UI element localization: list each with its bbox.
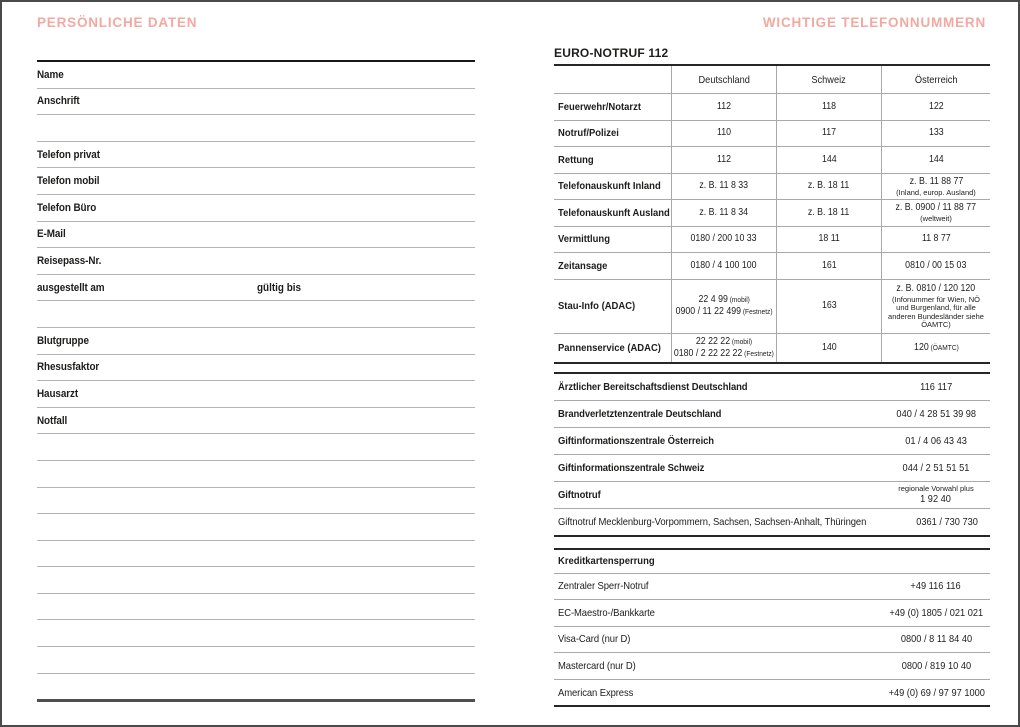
cell-deutschland	[672, 227, 777, 253]
phone-number: 118	[821, 100, 837, 112]
list-item-label: Zentraler Sperr-Notruf	[558, 580, 649, 593]
list-item-value: 01 / 4 06 43 43	[905, 434, 967, 447]
list-item-label: Visa-Card (nur D)	[558, 633, 631, 646]
form-row	[37, 142, 475, 169]
phone-number: 0180 / 4 100 100	[690, 259, 758, 271]
list-item	[554, 509, 990, 535]
table-row	[554, 174, 990, 201]
phone-number: 112	[716, 100, 732, 112]
cell-deutschland	[672, 200, 777, 226]
form-row-label: Telefon Büro	[37, 201, 97, 214]
form-row-blank	[37, 461, 475, 488]
cell-schweiz	[777, 121, 882, 147]
personal-data-form	[37, 60, 475, 702]
phone-number-note: (Inland, europ. Ausland)	[896, 187, 976, 197]
list-item	[554, 482, 990, 509]
euro-notruf-title: EURO-NOTRUF 112	[554, 46, 669, 60]
euro-notruf-table	[554, 64, 990, 364]
list-item-value: 044 / 2 51 51 51	[902, 461, 970, 474]
form-row	[37, 408, 475, 435]
creditcard-section-title: Kreditkartensperrung	[554, 550, 990, 574]
phone-number-note: (weltweit)	[920, 214, 952, 223]
table-column-header: Österreich	[914, 73, 958, 86]
table-column-header: Schweiz	[777, 66, 882, 93]
table-row-label: Stau-Info (ADAC)	[554, 280, 672, 333]
list-item	[554, 374, 990, 401]
list-item	[554, 680, 990, 706]
phone-number: 161	[821, 259, 837, 271]
form-row-blank	[37, 620, 475, 647]
list-item	[554, 600, 990, 627]
table-row-label: Zeitansage	[554, 253, 672, 279]
form-row-blank	[37, 115, 475, 142]
list-item-label: Giftnotruf	[558, 488, 601, 501]
list-item	[554, 574, 990, 601]
form-row	[37, 89, 475, 116]
cell-schweiz	[777, 227, 882, 253]
form-row	[37, 62, 475, 89]
form-row	[37, 381, 475, 408]
table-row-label: Pannenservice (ADAC)	[554, 334, 672, 362]
phone-number: 144	[821, 153, 837, 165]
form-row-label: Rhesusfaktor	[37, 361, 100, 374]
list-item	[554, 455, 990, 482]
table-row	[554, 280, 990, 334]
phone-number: 22 22 22 (mobil)	[695, 335, 753, 347]
phone-number: z. B. 0900 / 11 88 77	[895, 202, 977, 213]
cell-deutschland	[672, 94, 777, 120]
table-row	[554, 94, 990, 121]
form-row	[37, 275, 475, 302]
page-title-phone-numbers: WICHTIGE TELEFONNUMMERN	[762, 15, 986, 30]
form-row-label: Notfall	[37, 414, 68, 427]
phone-numbers-column	[554, 46, 990, 707]
list-item-value: 0361 / 730 730	[916, 515, 979, 528]
form-row-blank	[37, 488, 475, 515]
creditcard-blocking-list	[554, 548, 990, 708]
phone-number: 11 8 77	[921, 233, 951, 245]
table-header-row	[554, 66, 990, 94]
phone-number: 140	[821, 341, 837, 353]
cell-oesterreich	[882, 174, 990, 200]
form-row-label: ausgestellt am	[37, 281, 105, 294]
phone-number: 110	[716, 127, 732, 139]
list-item	[554, 653, 990, 680]
cell-oesterreich	[882, 200, 990, 226]
form-row-blank	[37, 647, 475, 674]
page-title-personal-data: PERSÖNLICHE DATEN	[37, 15, 198, 30]
table-row-label: Rettung	[554, 147, 672, 173]
form-row-label: Telefon mobil	[37, 175, 100, 188]
table-row	[554, 253, 990, 280]
table-row	[554, 334, 990, 362]
form-row-label: Blutgruppe	[37, 334, 89, 347]
table-header-corner	[554, 66, 672, 93]
phone-number: z. B. 11 8 34	[699, 206, 749, 218]
form-row-blank	[37, 674, 475, 700]
list-item	[554, 428, 990, 455]
phone-number: 120 (ÖAMTC)	[913, 341, 959, 353]
form-row	[37, 195, 475, 222]
phone-number: 22 4 99 (mobil)	[698, 294, 750, 305]
table-row	[554, 147, 990, 174]
phone-number-note: (Infonummer für Wien, NÖ und Burgenland, für alle anderen Bundesländer siehe ÖAMTC)	[888, 294, 984, 329]
form-row	[37, 248, 475, 275]
list-item-value: +49 116 116	[910, 580, 962, 593]
form-row-label: Anschrift	[37, 95, 80, 108]
phone-number: z. B. 0810 / 120 120	[896, 282, 976, 294]
form-row-blank	[37, 541, 475, 568]
phone-number: 112	[716, 153, 732, 165]
table-row-label: Feuerwehr/Notarzt	[554, 94, 672, 120]
cell-deutschland	[672, 174, 777, 200]
table-row	[554, 227, 990, 254]
table-row	[554, 121, 990, 148]
form-row	[37, 222, 475, 249]
cell-deutschland	[672, 334, 777, 362]
phone-number: 163	[821, 300, 837, 311]
list-item-value: 0800 / 8 11 84 40	[900, 633, 972, 646]
form-row-blank	[37, 301, 475, 328]
list-item-label: Giftinformationszentrale Österreich	[558, 434, 714, 447]
phone-number: 122	[928, 100, 944, 112]
phone-number: 0900 / 11 22 499 (Festnetz)	[675, 306, 773, 317]
cell-oesterreich	[882, 121, 990, 147]
cell-deutschland	[672, 147, 777, 173]
table-row-label: Notruf/Polizei	[554, 121, 672, 147]
list-item-label: Brandverletztenzentrale Deutschland	[558, 407, 722, 420]
form-row-blank	[37, 594, 475, 621]
cell-schweiz	[777, 200, 882, 226]
cell-deutschland	[672, 253, 777, 279]
cell-deutschland	[672, 121, 777, 147]
cell-schweiz	[777, 253, 882, 279]
cell-oesterreich	[882, 334, 990, 362]
cell-schweiz	[777, 94, 882, 120]
table-row	[554, 200, 990, 227]
form-row	[37, 328, 475, 355]
form-row-blank	[37, 514, 475, 541]
phone-number: z. B. 18 11	[808, 180, 850, 192]
form-row-label-secondary: gültig bis	[257, 281, 302, 294]
cell-oesterreich	[882, 253, 990, 279]
cell-oesterreich	[882, 147, 990, 173]
list-item-value: 0800 / 819 10 40	[901, 660, 971, 673]
list-item-label: Giftinformationszentrale Schweiz	[558, 461, 705, 474]
form-row	[37, 168, 475, 195]
list-item-label: Ärztlicher Bereitschaftsdienst Deutschland	[558, 380, 748, 393]
phone-number: 117	[821, 127, 837, 139]
phone-number: 0180 / 2 22 22 22 (Festnetz)	[673, 347, 775, 359]
list-item-value: +49 (0) 1805 / 021 021	[889, 606, 983, 619]
list-item-label: Giftnotruf Mecklenburg-Vorpommern, Sachsen, Sachsen-Anhalt, Thüringen	[558, 515, 867, 528]
cell-deutschland	[672, 280, 777, 333]
table-row-label: Vermittlung	[554, 227, 672, 253]
cell-schweiz	[777, 147, 882, 173]
list-item-value: 040 / 4 28 51 39 98	[896, 407, 976, 420]
list-item-value: 116 117	[919, 380, 953, 393]
cell-oesterreich	[882, 227, 990, 253]
form-row-blank	[37, 434, 475, 461]
list-item-label: EC-Maestro-/Bankkarte	[558, 606, 655, 619]
list-item-value: regionale Vorwahl plus 1 92 40	[898, 483, 974, 505]
cell-schweiz	[777, 334, 882, 362]
list-item-label: Mastercard (nur D)	[558, 660, 636, 673]
cell-oesterreich	[882, 94, 990, 120]
table-row-label: Telefonauskunft Ausland	[554, 200, 672, 226]
form-row	[37, 355, 475, 382]
emergency-numbers-list	[554, 372, 990, 537]
phone-number: z. B. 11 8 33	[699, 180, 749, 192]
cell-schweiz	[777, 174, 882, 200]
phone-number: 0180 / 200 10 33	[690, 233, 758, 245]
phone-number: 18 11	[818, 233, 840, 245]
form-row-blank	[37, 567, 475, 594]
form-row-label: Reisepass-Nr.	[37, 254, 102, 267]
list-item	[554, 401, 990, 428]
form-row-label: Telefon privat	[37, 148, 100, 161]
table-column-header: Deutschland	[672, 66, 777, 93]
cell-oesterreich	[882, 280, 990, 333]
form-row-label: Name	[37, 68, 64, 81]
phone-number: 144	[928, 153, 944, 165]
form-row-label: Hausarzt	[37, 387, 79, 400]
list-item-label: American Express	[558, 686, 634, 699]
phone-number: 0810 / 00 15 03	[905, 259, 967, 271]
list-item-value: +49 (0) 69 / 97 97 1000	[888, 686, 985, 699]
phone-number: z. B. 11 88 77	[909, 175, 963, 187]
table-row-label: Telefonauskunft Inland	[554, 174, 672, 200]
phone-number: z. B. 18 11	[808, 206, 850, 218]
cell-schweiz	[777, 280, 882, 333]
form-row-label: E-Mail	[37, 228, 66, 241]
phone-number: 133	[928, 127, 944, 139]
list-item	[554, 627, 990, 654]
